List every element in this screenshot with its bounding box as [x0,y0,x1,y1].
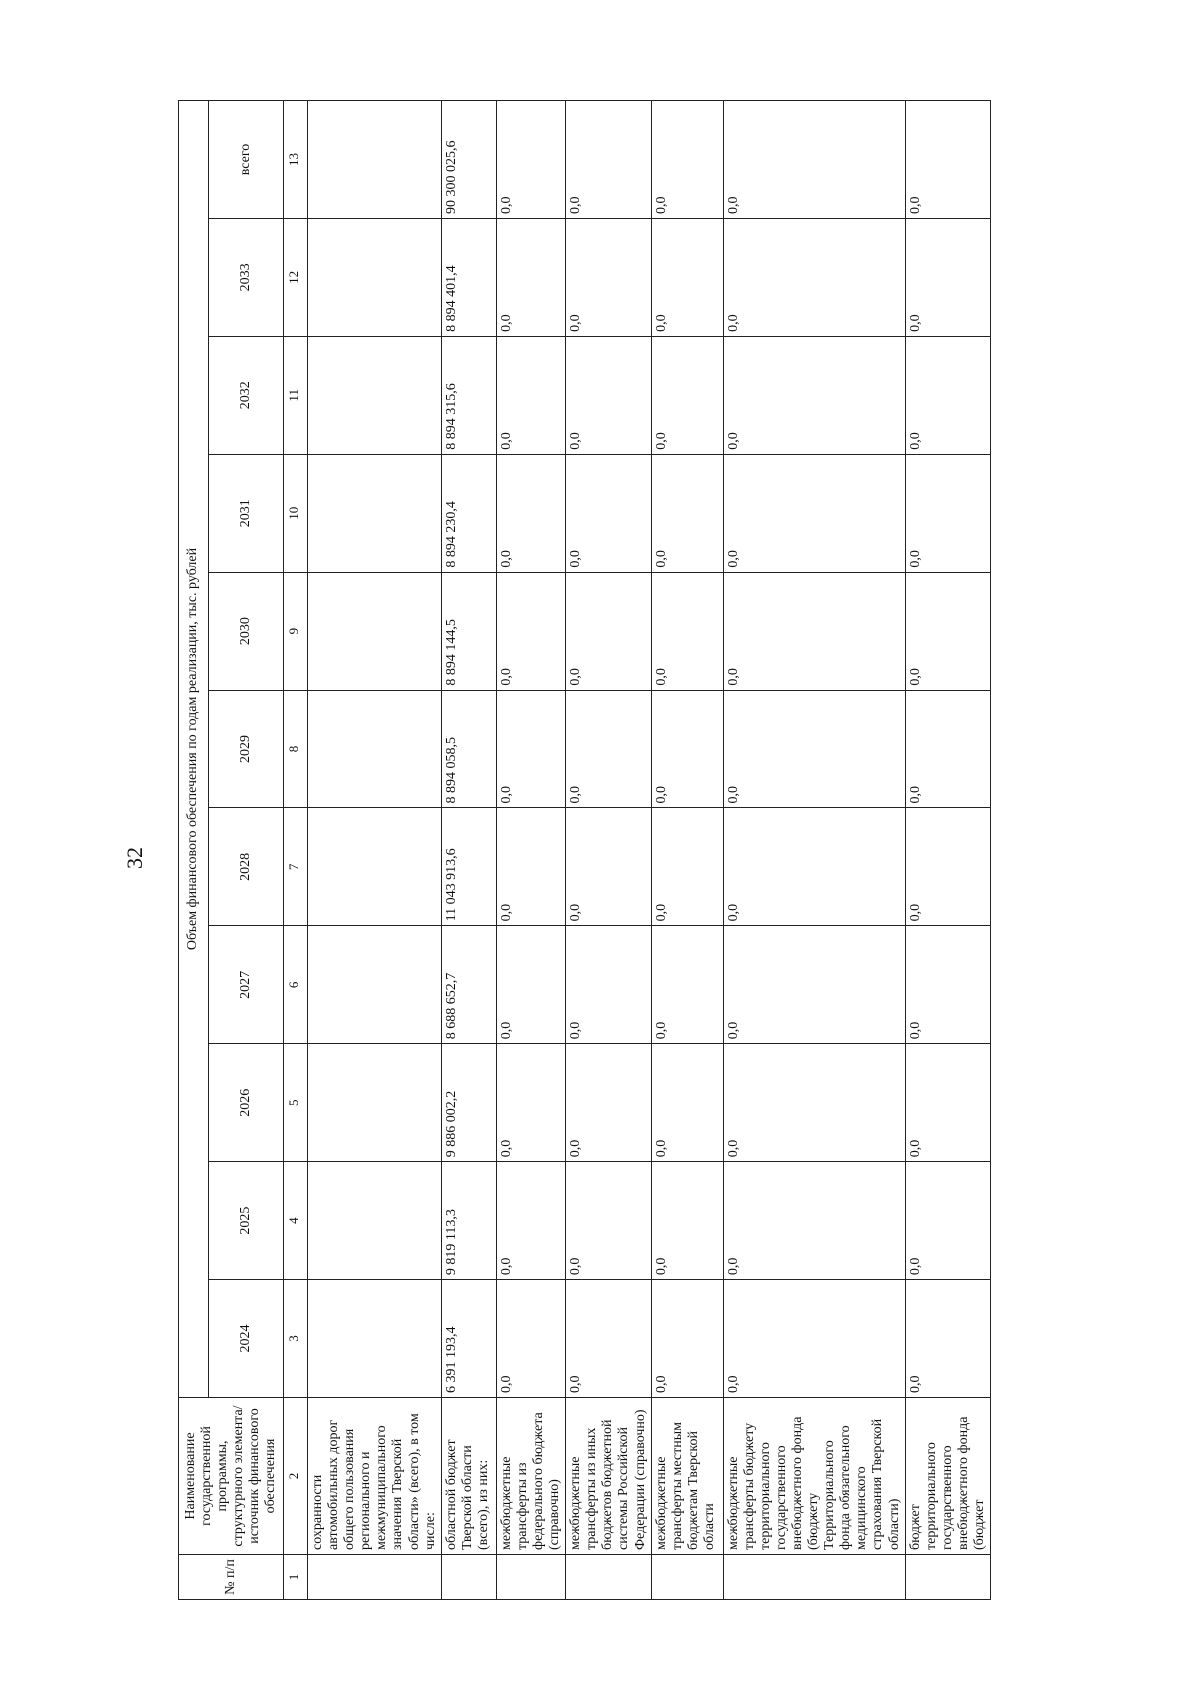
value-cell: 0,0 [723,336,905,454]
row-name-cell: областной бюджет Тверской области (всего), из них: [441,1398,496,1555]
value-cell: 0,0 [566,808,651,926]
column-number: 4 [284,1162,308,1280]
value-cell [308,1162,442,1280]
column-number: 2 [284,1398,308,1555]
header-year: 2025 [209,1162,284,1280]
value-cell: 0,0 [496,1162,565,1280]
value-cell: 8 894 058,5 [441,690,496,808]
value-cell: 0,0 [723,1162,905,1280]
value-cell: 0,0 [651,690,723,808]
value-cell: 0,0 [723,1280,905,1398]
row-name-cell: сохранности автомобильных дорог общего пользования регионального и межмуниципального значения Тверской области» (всего), в том числе: [308,1398,442,1555]
value-cell: 0,0 [905,690,990,808]
column-number: 3 [284,1280,308,1398]
table-row [441,101,496,1600]
value-cell: 0,0 [496,454,565,572]
value-cell: 0,0 [905,218,990,336]
table-row [905,101,990,1600]
value-cell: 0,0 [566,101,651,219]
header-year: 2032 [209,336,284,454]
value-cell: 0,0 [651,1162,723,1280]
header-name: Наименование государственной программы, структурного элемента/источник финансового обеспечения [179,1398,284,1555]
value-cell: 0,0 [905,454,990,572]
row-number-cell [905,1555,990,1600]
column-number: 9 [284,572,308,690]
value-cell: 9 886 002,2 [441,1044,496,1162]
header-year: 2030 [209,572,284,690]
row-number-cell [651,1555,723,1600]
value-cell: 6 391 193,4 [441,1280,496,1398]
value-cell: 0,0 [651,572,723,690]
row-name-cell: межбюджетные трансферты из федерального бюджета (справочно) [496,1398,565,1555]
value-cell: 0,0 [905,1280,990,1398]
value-cell: 0,0 [566,218,651,336]
value-cell: 0,0 [496,690,565,808]
value-cell: 0,0 [905,101,990,219]
header-year: 2027 [209,926,284,1044]
value-cell: 9 819 113,3 [441,1162,496,1280]
row-name-cell: межбюджетные трансферты из иных бюджетов бюджетной системы Российской Федерации (справочно) [566,1398,651,1555]
value-cell [308,336,442,454]
value-cell: 0,0 [905,336,990,454]
header-year: 2024 [209,1280,284,1398]
row-name-cell: межбюджетные трансферты местным бюджетам Тверской области [651,1398,723,1555]
row-name-cell: бюджет территориального государственного внебюджетного фонда (бюджет [905,1398,990,1555]
value-cell: 0,0 [723,808,905,926]
column-number: 10 [284,454,308,572]
header-year: 2029 [209,690,284,808]
value-cell [308,454,442,572]
value-cell: 0,0 [651,101,723,219]
header-year: 2031 [209,454,284,572]
value-cell: 0,0 [905,808,990,926]
column-number: 12 [284,218,308,336]
value-cell: 0,0 [651,808,723,926]
value-cell: 0,0 [496,808,565,926]
column-number: 8 [284,690,308,808]
value-cell: 0,0 [723,454,905,572]
value-cell: 0,0 [566,1280,651,1398]
value-cell [308,218,442,336]
value-cell: 90 300 025,6 [441,101,496,219]
column-number: 13 [284,101,308,219]
table-row [723,101,905,1600]
table-row [308,101,442,1600]
value-cell: 0,0 [651,1280,723,1398]
table-row [651,101,723,1600]
value-cell [308,1044,442,1162]
table-row [566,101,651,1600]
row-number-cell [496,1555,565,1600]
value-cell: 0,0 [905,926,990,1044]
value-cell: 0,0 [496,1280,565,1398]
value-cell: 0,0 [496,336,565,454]
value-cell: 0,0 [723,101,905,219]
row-number-cell [441,1555,496,1600]
value-cell: 8 894 144,5 [441,572,496,690]
column-number: 1 [284,1555,308,1600]
value-cell: 0,0 [566,1044,651,1162]
value-cell: 8 894 315,6 [441,336,496,454]
column-number: 7 [284,808,308,926]
value-cell: 0,0 [496,101,565,219]
column-number: 5 [284,1044,308,1162]
value-cell: 0,0 [723,218,905,336]
value-cell [308,1280,442,1398]
header-group-title: Объем финансового обеспечения по годам реализации, тыс. рублей [179,101,209,1398]
value-cell: 0,0 [723,926,905,1044]
value-cell: 8 894 401,4 [441,218,496,336]
value-cell: 0,0 [566,454,651,572]
value-cell [308,690,442,808]
row-number-cell [566,1555,651,1600]
row-number-cell [723,1555,905,1600]
value-cell: 0,0 [723,572,905,690]
value-cell: 0,0 [651,1044,723,1162]
value-cell [308,572,442,690]
row-name-cell: межбюджетные трансферты бюджету территориального государственного внебюджетного фонда (бюджету Территориального фонда обязательного медицинского страхования Тверской области) [723,1398,905,1555]
page-number: 32 [122,847,147,869]
value-cell [308,101,442,219]
value-cell: 0,0 [496,572,565,690]
header-year: всего [209,101,284,219]
value-cell: 0,0 [651,218,723,336]
value-cell: 0,0 [905,572,990,690]
value-cell: 0,0 [566,926,651,1044]
value-cell: 8 688 652,7 [441,926,496,1044]
value-cell [308,808,442,926]
value-cell: 0,0 [905,1044,990,1162]
value-cell: 11 043 913,6 [441,808,496,926]
value-cell: 0,0 [651,336,723,454]
value-cell: 8 894 230,4 [441,454,496,572]
value-cell: 0,0 [566,336,651,454]
header-number: № п/п [179,1555,284,1600]
row-number-cell [308,1555,442,1600]
value-cell: 0,0 [566,572,651,690]
value-cell: 0,0 [723,1044,905,1162]
table-row [496,101,565,1600]
value-cell: 0,0 [651,926,723,1044]
value-cell: 0,0 [566,690,651,808]
value-cell: 0,0 [651,454,723,572]
value-cell: 0,0 [566,1162,651,1280]
header-year: 2033 [209,218,284,336]
value-cell: 0,0 [496,218,565,336]
header-year: 2028 [209,808,284,926]
rotated-table-container [178,100,1128,1600]
value-cell: 0,0 [496,1044,565,1162]
header-year: 2026 [209,1044,284,1162]
value-cell [308,926,442,1044]
column-number: 11 [284,336,308,454]
column-number: 6 [284,926,308,1044]
financing-table [178,100,991,1600]
value-cell: 0,0 [723,690,905,808]
value-cell: 0,0 [496,926,565,1044]
value-cell: 0,0 [905,1162,990,1280]
